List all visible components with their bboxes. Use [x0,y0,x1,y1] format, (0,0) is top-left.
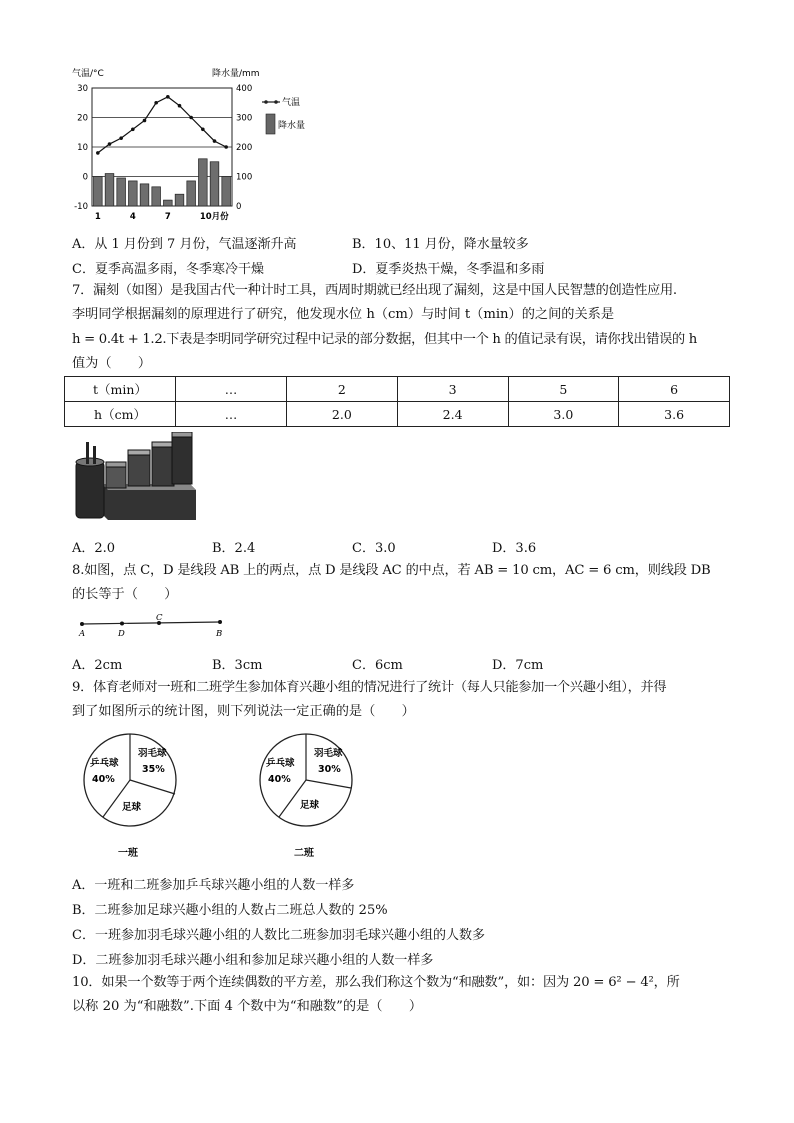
q8-option-a[interactable]: A．2cm [72,658,123,673]
y-right-tick: 400 [236,84,253,94]
q9-option-c[interactable]: C．一班参加羽毛球兴趣小组的人数比二班参加羽毛球兴趣小组的人数多 [72,928,485,943]
climate-chart [70,62,320,222]
water-clock-illustration [72,432,198,524]
q9-stem-line1: 9．体育老师对一班和二班学生参加体育兴趣小组的情况进行了统计（每人只能参加一个兴趣小组），并得 [72,680,667,695]
temperature-point [143,119,147,123]
q8-stem-line2: 的长等于（ ） [72,587,178,602]
point-a [80,622,84,626]
pie2-pingpong-pct: 40% [268,774,291,785]
y-left-tick: 20 [77,113,88,124]
pie2-football-label: 足球 [300,800,320,811]
y-right-tick: 200 [236,143,253,153]
pie1-pingpong-pct: 40% [92,774,115,785]
y-right-tick: 100 [236,172,253,183]
point-b [218,620,222,624]
rain-bar [152,187,161,206]
temperature-point [224,145,228,149]
temperature-point [108,142,112,146]
q7-option-d[interactable]: D．3.6 [492,541,537,556]
q8-option-b[interactable]: B．3cm [212,658,263,673]
q7-stem-line4: 值为（ ） [72,356,152,371]
label-b: B [216,629,223,639]
q7-option-c[interactable]: C．3.0 [352,541,396,556]
pie2-pingpong-label: 乒乓球 [266,758,295,769]
rain-bar [175,194,184,206]
q6-option-b[interactable]: B．10、11 月份，降水量较多 [352,237,529,252]
pie1-football-label: 足球 [122,802,142,813]
pie-chart-class2 [256,732,366,864]
temperature-point [154,101,158,105]
table-cell: 2.0 [287,402,398,427]
temperature-point [178,104,182,108]
rain-bar [129,181,138,206]
label-a: A [79,629,86,639]
y-left-tick: -10 [74,202,88,212]
y-right-tick: 300 [236,113,253,124]
x-tick: 10月份 [199,212,229,222]
q7-option-b[interactable]: B．2.4 [212,541,256,556]
q9-option-b[interactable]: B．二班参加足球兴趣小组的人数占二班总人数的 25% [72,903,388,918]
rain-bar [140,184,149,206]
table-row [65,402,730,427]
pie1-pingpong-label: 乒乓球 [90,758,119,769]
table-cell: 2 [287,377,398,402]
label-c: C [156,613,163,623]
table-cell: 3.0 [508,402,619,427]
q6-option-c[interactable]: C．夏季高温多雨，冬季寒冷干燥 [72,262,264,277]
q7-option-a[interactable]: A．2.0 [72,541,116,556]
temperature-point [201,128,205,132]
temperature-point [166,95,170,99]
y-left-label: 气温/°C [72,69,104,79]
temperature-point [119,136,123,140]
q7-stem-line3: h = 0.4t + 1.2.下表是李明同学研究过程中记录的部分数据，但其中一个 h 的值记录有误，请你找出错误的 h [72,332,697,347]
q6-option-a[interactable]: A．从 1 月份到 7 月份，气温逐渐升高 [72,237,297,252]
q7-data-table [64,376,730,427]
pie-chart-class1 [80,732,190,864]
temperature-point [213,139,217,143]
q8-stem-line1: 8.如图，点 C，D 是线段 AB 上的两点，点 D 是线段 AC 的中点，若 AB = 10 cm，AC = 6 cm，则线段 DB [72,563,711,578]
y-left-tick: 10 [77,143,88,153]
q7-stem-line1: 7．漏刻（如图）是我国古代一种计时工具，西周时期就已经出现了漏刻，这是中国人民智慧的创造性应用. [72,283,677,298]
table-cell: 6 [619,377,730,402]
q8-option-c[interactable]: C．6cm [352,658,403,673]
table-cell: … [176,377,287,402]
table-cell: 2.4 [397,402,508,427]
pie1-title: 一班 [118,848,138,859]
q7-stem-line2: 李明同学根据漏刻的原理进行了研究，他发现水位 h（cm）与时间 t（min）的之间的关系是 [72,307,615,322]
y-left-tick: 0 [82,172,88,183]
table-cell: t（min） [65,377,176,402]
rain-bar [187,181,196,206]
q8-option-d[interactable]: D．7cm [492,658,544,673]
rain-bar [105,174,114,206]
temperature-point [96,151,100,155]
table-cell: h（cm） [65,402,176,427]
label-d: D [118,629,125,639]
q8-segment-figure [72,612,232,640]
pie1-badminton-label: 羽毛球 [138,748,167,759]
pie1-badminton-pct: 35% [142,764,165,775]
x-tick: 7 [164,212,171,222]
y-right-tick: 0 [236,202,242,212]
x-tick: 4 [129,212,136,222]
table-cell: … [176,402,287,427]
temperature-point [131,128,135,132]
x-tick: 1 [94,212,101,222]
table-cell: 5 [508,377,619,402]
table-cell: 3.6 [619,402,730,427]
q10-stem-line2: 以称 20 为“和融数”.下面 4 个数中为“和融数”的是（ ） [72,999,423,1014]
rain-bar [199,159,208,206]
q9-option-a[interactable]: A．一班和二班参加乒乓球兴趣小组的人数一样多 [72,878,355,893]
temperature-point [189,116,193,120]
pie2-badminton-label: 羽毛球 [314,748,343,759]
legend-temp: 气温 [282,98,301,108]
pie2-badminton-pct: 30% [318,764,341,775]
legend-rain: 降水量 [278,121,306,131]
y-right-label: 降水量/mm [212,69,260,79]
q9-stem-line2: 到了如图所示的统计图，则下列说法一定正确的是（ ） [72,704,415,719]
y-left-tick: 30 [77,84,88,94]
rain-bar [222,177,231,207]
q10-stem-line1: 10．如果一个数等于两个连续偶数的平方差，那么我们称这个数为“和融数”，如：因为 20 = 6² − 4²，所 [72,975,680,990]
rain-bar [164,200,173,206]
temperature-line [98,97,226,153]
q6-option-d[interactable]: D．夏季炎热干燥，冬季温和多雨 [352,262,545,277]
pie2-title: 二班 [294,848,314,859]
table-row [65,377,730,402]
table-cell: 3 [397,377,508,402]
q9-option-d[interactable]: D．二班参加羽毛球兴趣小组和参加足球兴趣小组的人数一样多 [72,953,434,968]
rain-bar [117,178,126,206]
rain-bar [94,177,103,207]
rain-bar [210,162,219,206]
point-d [120,622,124,626]
